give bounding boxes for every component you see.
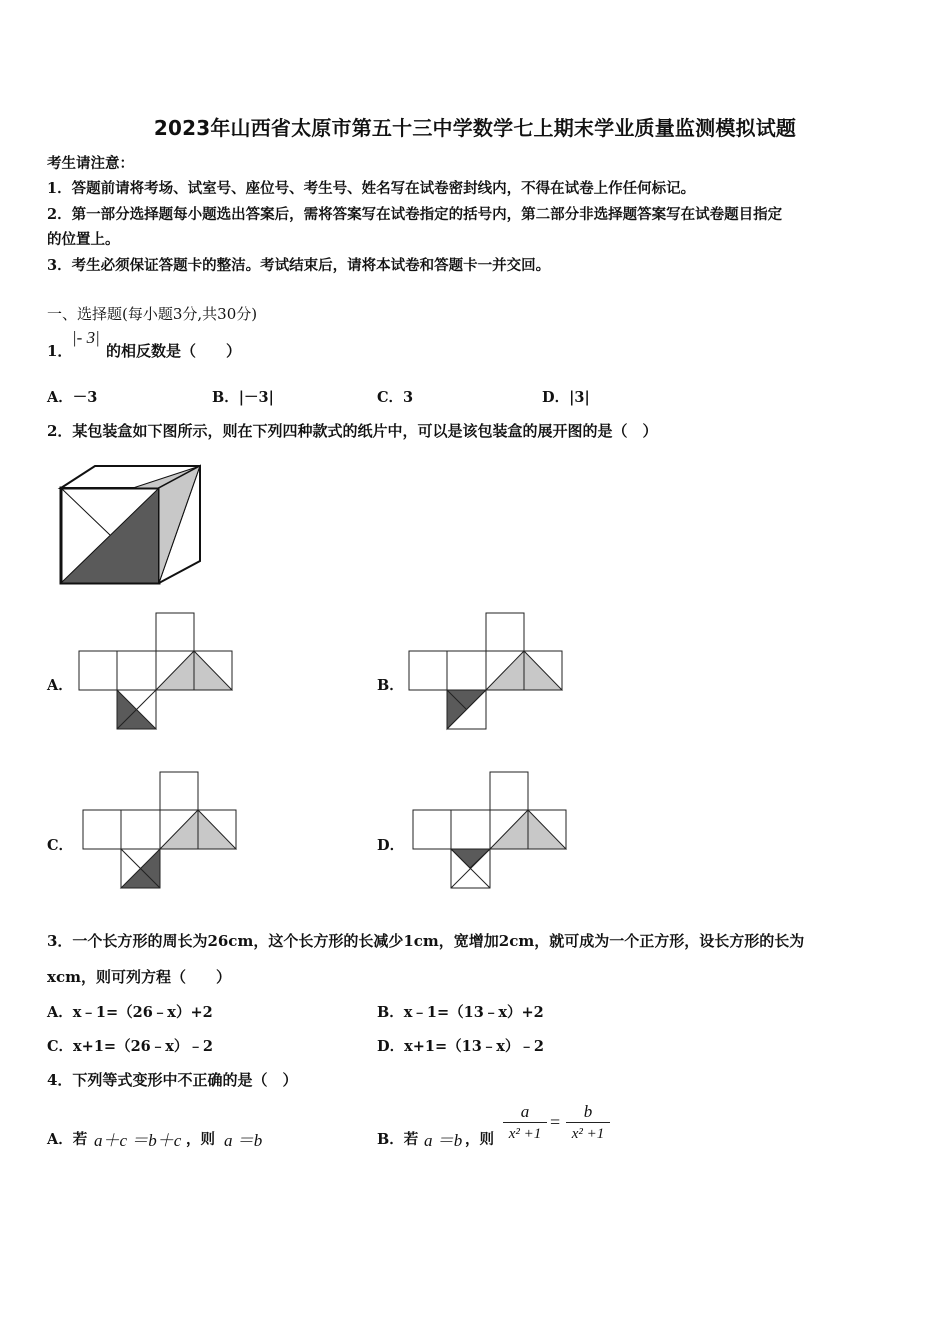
q4-fraction-b bbox=[566, 1102, 610, 1145]
fraction-a-denominator: x² +1 bbox=[503, 1122, 547, 1145]
q4-fraction-a bbox=[503, 1102, 547, 1145]
q2-text: 2．某包装盒如下图所示，则在下列四种款式的纸片中，可以是该包装盒的展开图的是（ ） bbox=[47, 422, 658, 440]
fraction-a-numerator: a bbox=[520, 1102, 530, 1121]
q3-option-b: B．x﹣1=（13﹣x）+2 bbox=[377, 1004, 544, 1021]
q3-text-line2: xcm，则可列方程（ ） bbox=[47, 968, 231, 986]
q2-option-a-label: A． bbox=[47, 677, 73, 694]
q4-text: 4．下列等式变形中不正确的是（ ） bbox=[47, 1071, 298, 1089]
notice-item-2: 2．第一部分选择题每小题选出答案后，需将答案写在试卷指定的括号内，第二部分非选择题答案写在试卷题目指定 bbox=[47, 206, 783, 223]
notice-heading: 考生请注意： bbox=[47, 155, 134, 172]
q4-option-a-conclusion: a ＝b bbox=[224, 1131, 263, 1150]
q3-text-line1: 3．一个长方形的周长为26cm，这个长方形的长减少1cm，宽增加2cm，就可成为一个正方形，设长方形的长为 bbox=[47, 932, 805, 950]
q4-equals-sign: = bbox=[550, 1112, 561, 1132]
q4-option-a-label: A．若 bbox=[47, 1131, 88, 1148]
q3-option-c: C．x+1=（26﹣x）﹣2 bbox=[47, 1038, 213, 1055]
q4-option-b-then: ，则 bbox=[465, 1131, 494, 1148]
notice-item-2-cont: 的位置上。 bbox=[47, 231, 120, 248]
section-heading: 一、选择题(每小题3分,共30分) bbox=[47, 305, 258, 323]
package-box-figure bbox=[55, 463, 205, 588]
notice-item-3: 3．考生必须保证答题卡的整洁。考试结束后，请将本试卷和答题卡一并交回。 bbox=[47, 257, 551, 274]
net-option-a[interactable] bbox=[78, 612, 234, 730]
q1-option-a: A．－3 bbox=[47, 389, 98, 406]
q3-option-a: A．x﹣1=（26﹣x）+2 bbox=[47, 1004, 213, 1021]
net-option-c[interactable] bbox=[82, 771, 238, 889]
page-title: 2023年山西省太原市第五十三中学数学七上期末学业质量监测模拟试题 bbox=[153, 116, 797, 140]
q1-expression: |- 3| bbox=[72, 328, 100, 347]
q2-option-d-label: D． bbox=[377, 837, 405, 854]
notice-item-1: 1．答题前请将考场、试室号、座位号、考生号、姓名写在试卷密封线内，不得在试卷上作任何标记。 bbox=[47, 180, 696, 197]
q1-option-c: C．3 bbox=[377, 389, 414, 406]
q4-option-a-premise: a＋c ＝b＋c bbox=[94, 1131, 182, 1150]
q1-option-d: D．|3| bbox=[542, 389, 590, 406]
net-option-b[interactable] bbox=[408, 612, 564, 730]
fraction-b-numerator: b bbox=[583, 1102, 593, 1121]
q1-number: 1． bbox=[47, 342, 73, 360]
net-option-d[interactable] bbox=[412, 771, 568, 889]
fraction-b-denominator: x² +1 bbox=[566, 1122, 610, 1145]
q3-option-d: D．x+1=（13﹣x）﹣2 bbox=[377, 1038, 545, 1055]
q1-text: 的相反数是（ ） bbox=[106, 342, 242, 360]
q4-option-b-premise: a ＝b bbox=[424, 1131, 463, 1150]
q2-option-c-label: C． bbox=[47, 837, 74, 854]
q2-option-b-label: B． bbox=[377, 677, 404, 694]
q4-option-a-then: ，则 bbox=[186, 1131, 215, 1148]
q4-option-b-label: B．若 bbox=[377, 1131, 419, 1148]
q1-option-b: B．|－3| bbox=[212, 389, 274, 406]
